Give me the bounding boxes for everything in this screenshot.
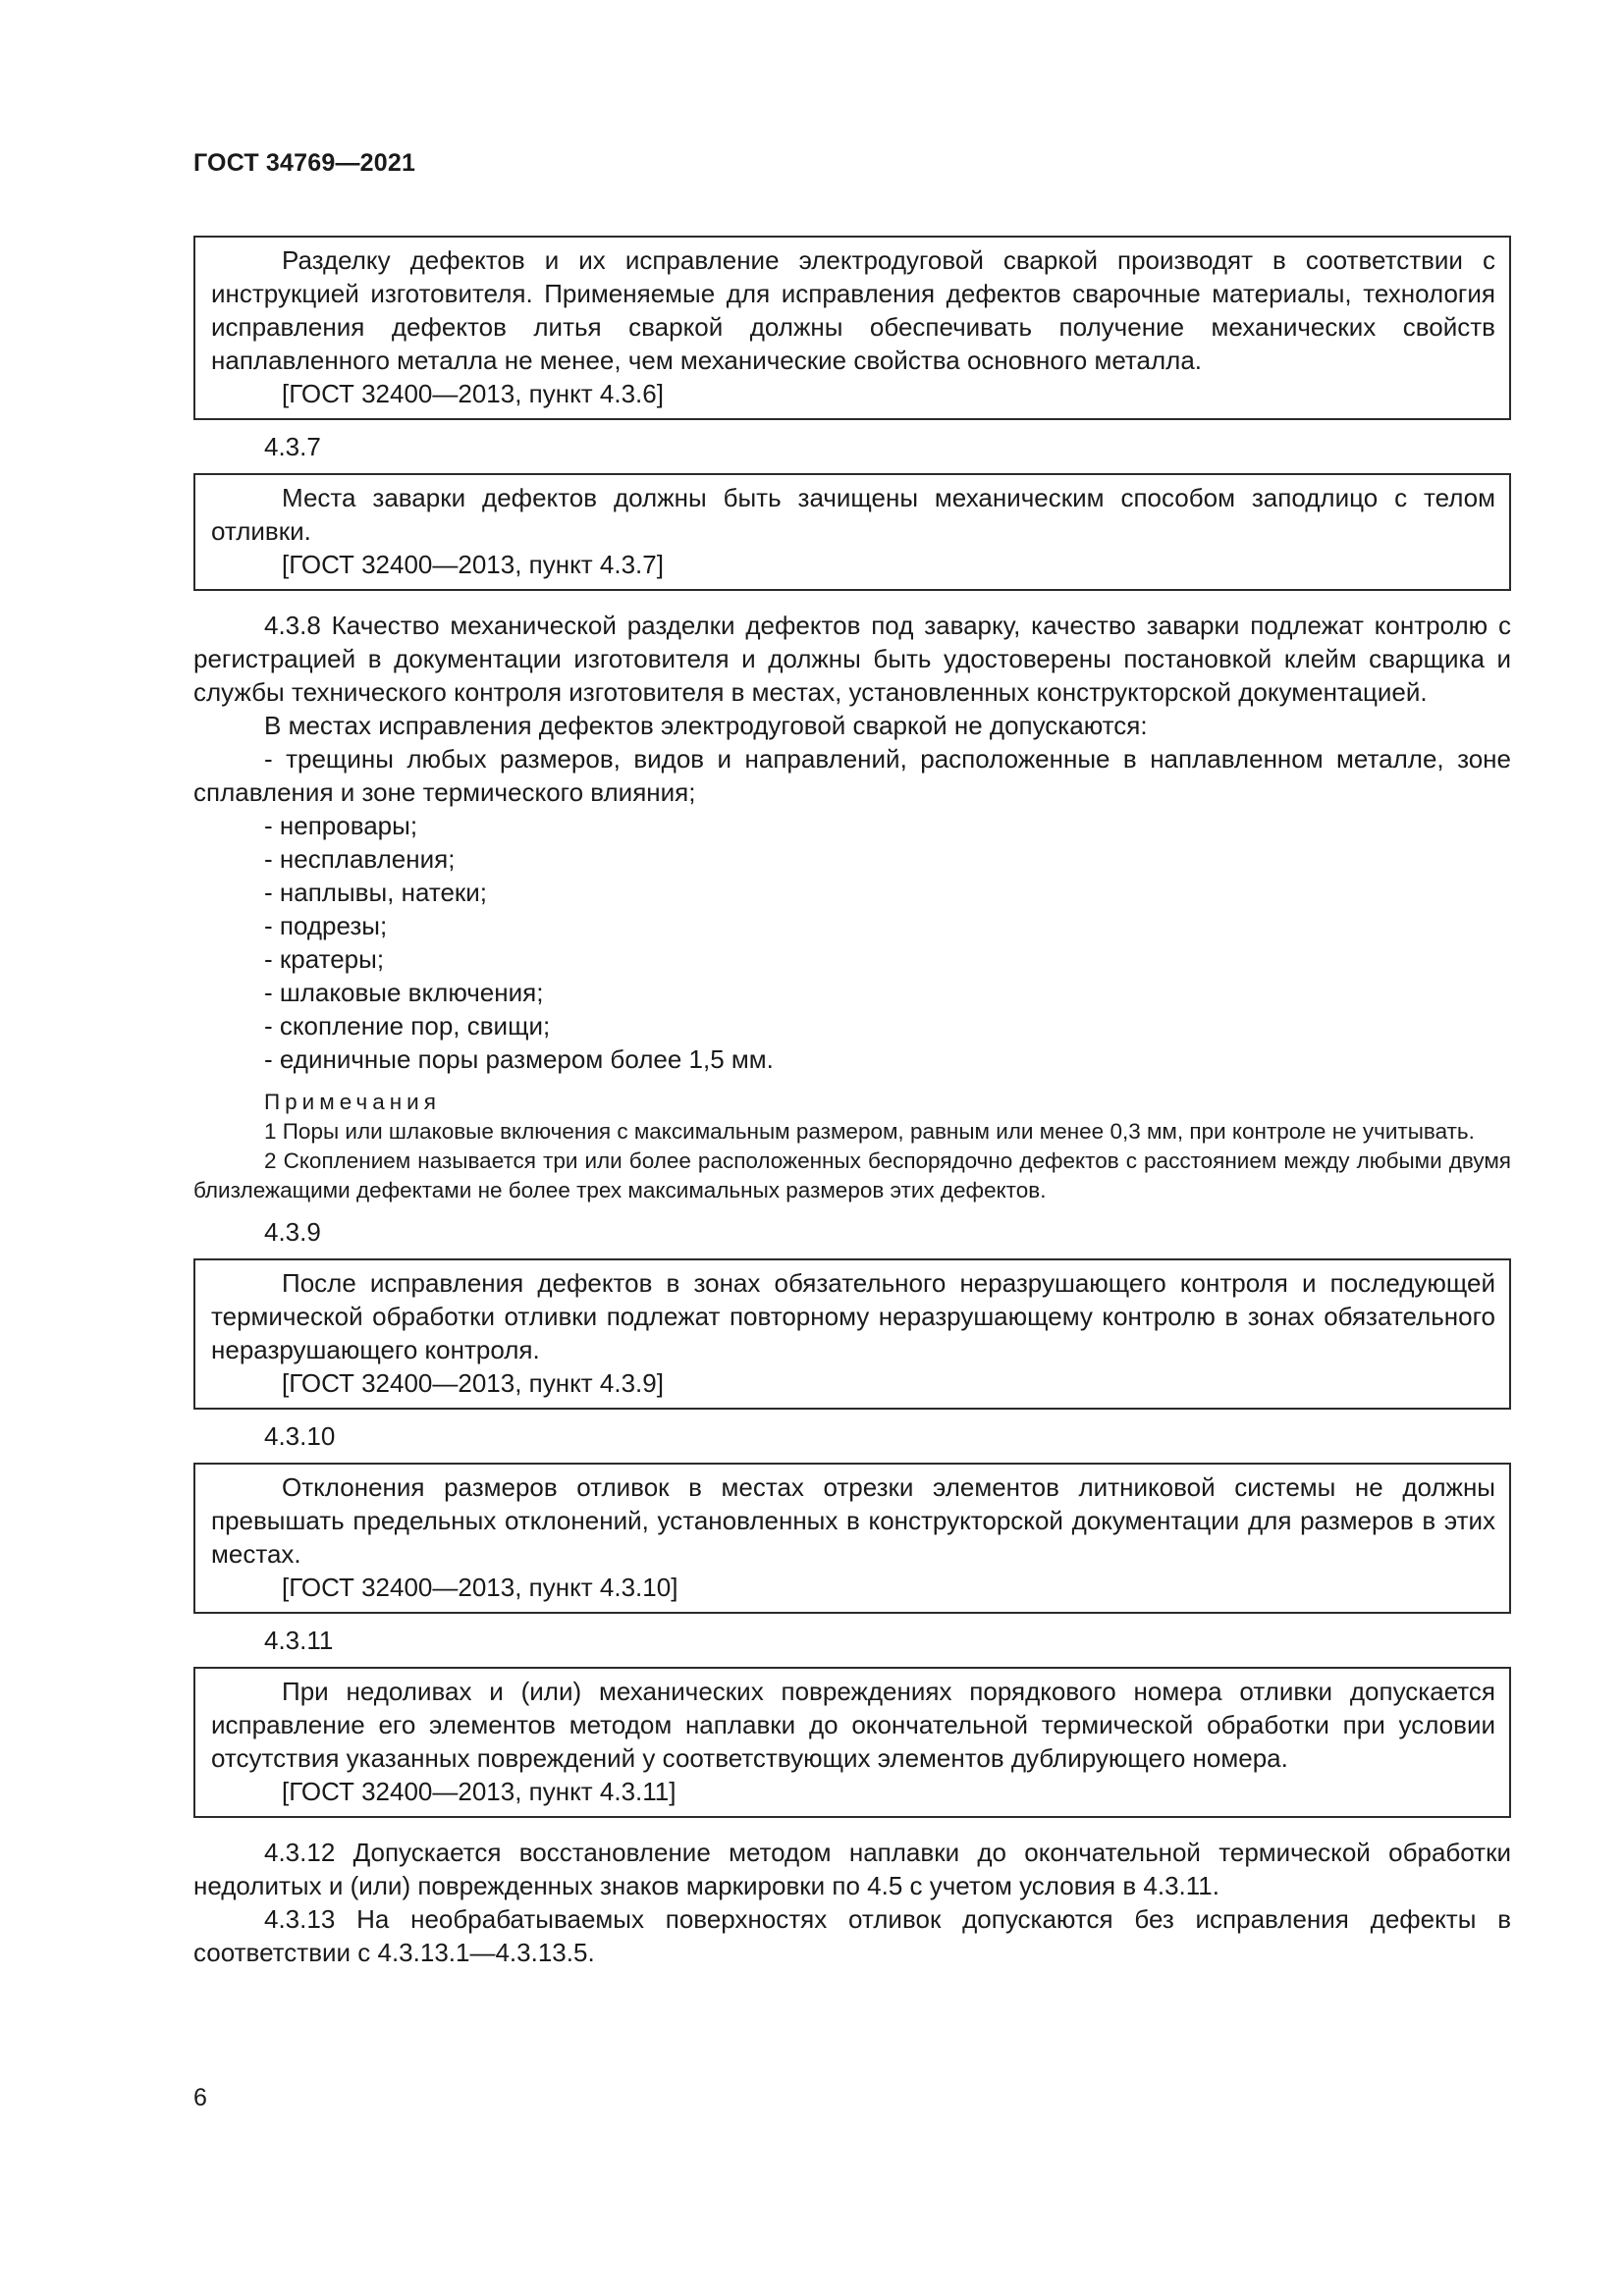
defects-list-item: - единичные поры размером более 1,5 мм.: [264, 1044, 774, 1074]
box-4310-text: Отклонения размеров отливок в местах отрезки элементов литниковой системы не должны превышать предельных отклонений, установленных в конструкторской документации для размеров в этих местах.: [211, 1472, 1495, 1569]
clause-number-439: 4.3.9: [264, 1217, 321, 1247]
defects-list-item: - кратеры;: [264, 944, 385, 974]
clause-438-text: 4.3.8 Качество механической разделки дефектов под заварку, качество заварки подлежат контролю с регистрацией в документации изготовителя и должны быть удостоверены постановкой клейм сварщика и службы технического контроля изготовителя в местах, установленных конструкторской документацией.: [193, 611, 1511, 707]
box-4310-reference: [ГОСТ 32400—2013, пункт 4.3.10]: [282, 1573, 678, 1602]
box-436-reference: [ГОСТ 32400—2013, пункт 4.3.6]: [282, 379, 664, 408]
note-1: 1 Поры или шлаковые включения с максимальным размером, равным или менее 0,3 мм, при контроле не учитывать.: [264, 1119, 1475, 1144]
defects-list-item: - наплывы, натеки;: [264, 878, 488, 907]
clause-number-437: 4.3.7: [264, 432, 321, 461]
box-436-text: Разделку дефектов и их исправление электродуговой сваркой производят в соответствии с инструкцией изготовителя. Применяемые для исправления дефектов сварочные материалы, технология исправления дефектов литья сваркой должны обеспечивать получение механических свойств наплавленного металла не менее, чем механические свойства основного металла.: [211, 245, 1495, 375]
box-437-text: Места заварки дефектов должны быть зачищены механическим способом заподлицо с телом отливки.: [211, 483, 1495, 546]
defects-list-item: - трещины любых размеров, видов и направлений, расположенные в наплавленном металле, зоне сплавления и зоне термического влияния;: [193, 744, 1511, 807]
quoted-box-4311: [193, 1667, 1511, 1818]
page-content: [193, 236, 1511, 1969]
defects-list-item: - скопление пор, свищи;: [264, 1011, 551, 1041]
clause-4313-text: 4.3.13 На необрабатываемых поверхностях отливок допускаются без исправления дефекты в соответствии с 4.3.13.1—4.3.13.5.: [193, 1904, 1511, 1967]
clause-number-4311: 4.3.11: [264, 1626, 334, 1655]
defects-list-item: - подрезы;: [264, 911, 388, 940]
clause-438-not-allowed: В местах исправления дефектов электродуговой сваркой не допускаются:: [264, 711, 1148, 740]
clause-number-4310: 4.3.10: [264, 1421, 336, 1451]
notes-block: [193, 1088, 1511, 1205]
quoted-box-436: [193, 236, 1511, 420]
quoted-box-4310: [193, 1463, 1511, 1614]
box-439-text: После исправления дефектов в зонах обязательного неразрушающего контроля и последующей термической обработки отливки подлежат повторному неразрушающему контролю в зонах обязательного неразрушающего контроля.: [211, 1268, 1495, 1364]
document-header: ГОСТ 34769—2021: [193, 149, 416, 177]
defects-list: [193, 742, 1511, 1076]
box-439-reference: [ГОСТ 32400—2013, пункт 4.3.9]: [282, 1368, 664, 1398]
defects-list-item: - несплавления;: [264, 844, 456, 874]
defects-list-item: - шлаковые включения;: [264, 978, 544, 1007]
box-437-reference: [ГОСТ 32400—2013, пункт 4.3.7]: [282, 550, 664, 579]
defects-list-item: - непровары;: [264, 811, 418, 840]
box-4311-reference: [ГОСТ 32400—2013, пункт 4.3.11]: [282, 1777, 677, 1806]
box-4311-text: При недоливах и (или) механических повреждениях порядкового номера отливки допускается исправление его элементов методом наплавки до окончательной термической обработки при условии отсутствия указанных повреждений у соответствующих элементов дублирующего номера.: [211, 1677, 1495, 1773]
notes-title: Примечания: [264, 1090, 441, 1114]
quoted-box-439: [193, 1258, 1511, 1410]
note-2: 2 Скоплением называется три или более расположенных беспорядочно дефектов с расстоянием между любыми двумя близлежащими дефектами не более трех максимальных размеров этих дефектов.: [193, 1148, 1511, 1202]
clause-4312-text: 4.3.12 Допускается восстановление методом наплавки до окончательной термической обработки недолитых и (или) поврежденных знаков маркировки по 4.5 с учетом условия в 4.3.11.: [193, 1838, 1511, 1900]
quoted-box-437: [193, 473, 1511, 591]
page-number: 6: [193, 2084, 207, 2111]
